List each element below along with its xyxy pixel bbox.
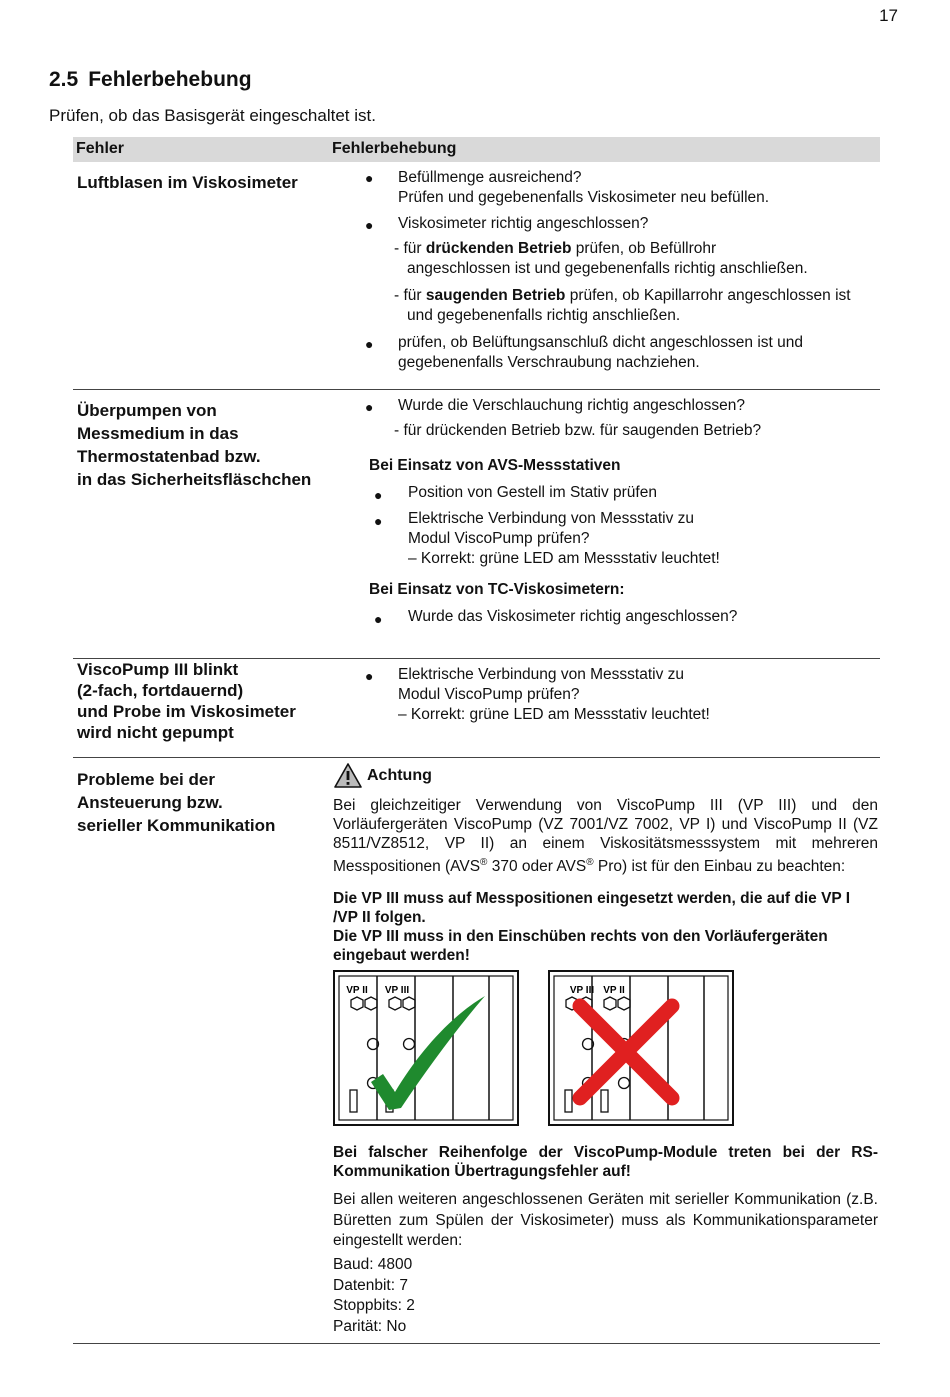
wrong-placement-image <box>548 970 734 1126</box>
slot-label: VP II <box>346 985 368 996</box>
row2-tc-bullet1: Wurde das Viskosimeter richtig angeschlossen? <box>408 608 738 625</box>
param-databits: Datenbit: 7 <box>333 1276 408 1294</box>
row1-bullet3: prüfen, ob Belüftungsanschluß dicht angeschlossen ist und gegebenenfalls Verschraubung nachziehen. <box>398 334 803 371</box>
slot-label: VP II <box>603 985 625 996</box>
bullet-icon: ● <box>365 668 374 684</box>
bullet-icon: ● <box>365 217 374 233</box>
param-parity: Parität: No <box>333 1317 407 1335</box>
row2-dash1: - für drückenden Betrieb bzw. für saugenden Betrieb? <box>394 422 762 439</box>
row2-avs-bullet1: Position von Gestell im Stativ prüfen <box>408 484 657 501</box>
bullet-icon: ● <box>365 336 374 352</box>
column-header-error: Fehler <box>76 140 125 157</box>
intro-text: Prüfen, ob das Basisgerät eingeschaltet ist. <box>49 106 376 125</box>
param-stopbits: Stoppbits: 2 <box>333 1297 415 1314</box>
bullet-icon: ● <box>365 170 374 186</box>
serial-parameters <box>333 1255 415 1337</box>
column-header-fix: Fehlerbehebung <box>332 140 457 157</box>
row2-error: Überpumpen von Messmedium in das Thermostatenbad bzw. in das Sicherheitsfläschchen <box>77 401 312 489</box>
slot-label: VP III <box>569 985 595 996</box>
row1-error: Luftblasen im Viskosimeter <box>77 173 298 192</box>
table-bottom-rule <box>73 1343 880 1344</box>
placement-rule-2: Die VP III muss in den Einschüben rechts von den Vorläufergeräten eingebaut werden! <box>333 928 828 964</box>
row-divider <box>73 757 880 758</box>
row1-bullet2: Viskosimeter richtig angeschlossen? <box>398 215 649 232</box>
bullet-icon: ● <box>374 611 383 627</box>
table-header <box>73 137 880 162</box>
row3-bullet1: Elektrische Verbindung von Messstativ zu Modul ViscoPump prüfen? – Korrekt: grüne LED am Messstativ leuchtet! <box>398 666 710 723</box>
row1-dash2: - für saugenden Betrieb prüfen, ob Kapillarrohr angeschlossen ist und gegebenenfalls richtig anschließen. <box>394 287 851 324</box>
bullet-icon: ● <box>374 513 383 529</box>
section-heading: Fehlerbehebung <box>88 68 252 91</box>
bullet-icon: ● <box>365 399 374 415</box>
row2-bullet1: Wurde die Verschlauchung richtig angeschlossen? <box>398 397 745 414</box>
order-warning: Bei falscher Reihenfolge der ViscoPump-Module treten bei der RS-Kommunikation Übertragungsfehler auf! <box>333 1144 878 1180</box>
serial-paragraph: Bei allen weiteren angeschlossenen Geräten mit serieller Kommunikation (z.B. Büretten zum Spülen der Viskosimeter) muss als Kommunikationsparameter eingestellt werden: <box>333 1191 878 1249</box>
section-title <box>49 68 252 92</box>
row3-error: ViscoPump III blinkt (2-fach, fortdauernd) und Probe im Viskosimeter wird nicht gepumpt <box>77 660 296 742</box>
row1-bullet1: Befüllmenge ausreichend? Prüfen und gegebenenfalls Viskosimeter neu befüllen. <box>398 169 770 206</box>
param-baud: Baud: 4800 <box>333 1256 413 1273</box>
correct-placement-image <box>333 970 519 1126</box>
page-number: 17 <box>879 6 898 25</box>
warning-icon <box>333 762 363 789</box>
row4-error: Probleme bei der Ansteuerung bzw. serieller Kommunikation <box>77 770 276 835</box>
warning-label: Achtung <box>367 767 432 784</box>
row2-heading-tc: Bei Einsatz von TC-Viskosimetern: <box>369 581 625 598</box>
compat-paragraph: Bei gleichzeitiger Verwendung von ViscoPump III (VP III) und den Vorläufergeräten ViscoPump (VZ 7001/VZ 7002, VP I) und ViscoPump II (VZ 8511/VZ8512, VP II) an einem Viskositätsmesssystem mit mehreren Messpositionen (AVS® 370 oder AVS® Pro) ist für den Einbau zu beachten: <box>333 797 878 876</box>
row2-avs-bullet2: Elektrische Verbindung von Messstativ zu Modul ViscoPump prüfen? – Korrekt: grüne LED am Messstativ leuchtet! <box>408 510 720 567</box>
bullet-icon: ● <box>374 487 383 503</box>
slot-label: VP III <box>384 985 410 996</box>
placement-rule-1: Die VP III muss auf Messpositionen eingesetzt werden, die auf die VP I /VP II folgen. <box>333 890 851 926</box>
row1-dash1: - für drückenden Betrieb prüfen, ob Befüllrohr angeschlossen ist und gegebenenfalls richtig anschließen. <box>394 240 808 277</box>
row2-heading-avs: Bei Einsatz von AVS-Messstativen <box>369 457 621 474</box>
section-number: 2.5 <box>49 68 79 91</box>
row-divider <box>73 389 880 390</box>
